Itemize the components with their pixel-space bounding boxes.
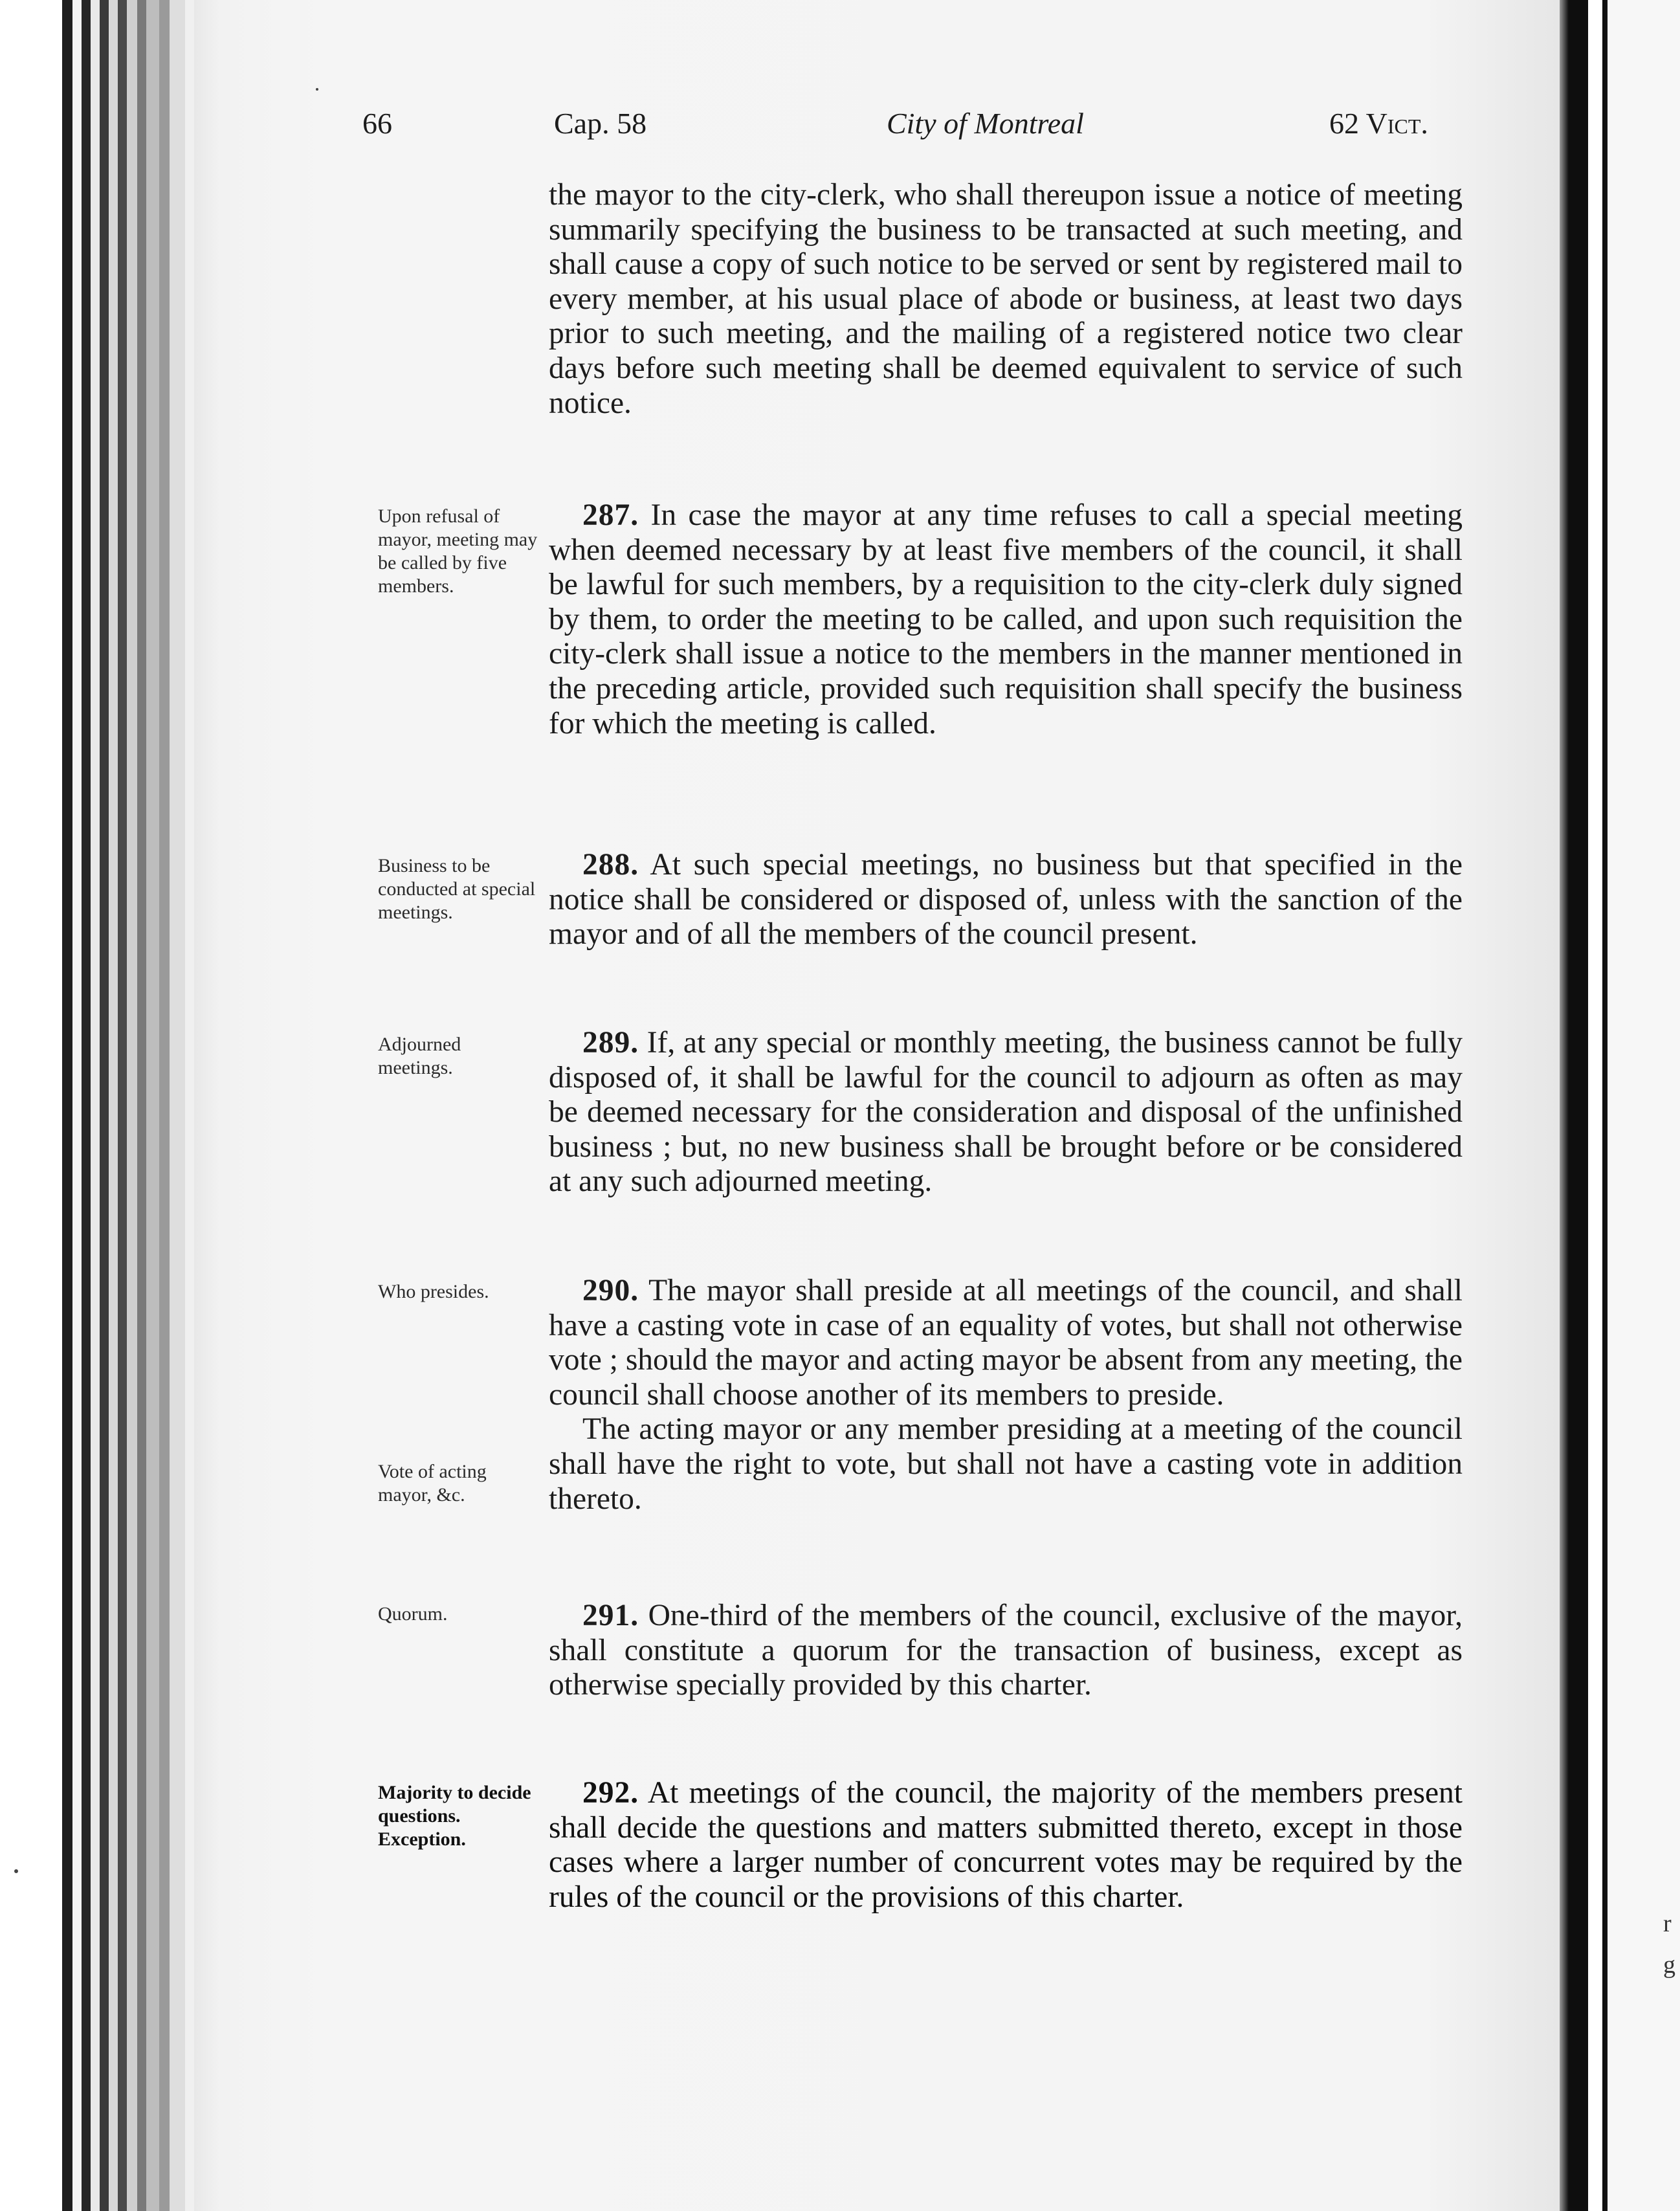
- section-number: 291.: [582, 1599, 639, 1632]
- scan-speck: [316, 88, 318, 91]
- section-289: [549, 1026, 1463, 1199]
- facing-page-fragment: g: [1663, 1951, 1675, 1979]
- regnal-year: 62 Vict.: [1329, 107, 1428, 140]
- margin-note-291: Quorum.: [378, 1603, 448, 1625]
- section-number: 290.: [582, 1274, 639, 1307]
- section-paragraph: [549, 848, 1463, 952]
- facing-page-fragment: r: [1663, 1910, 1672, 1937]
- section-text: At such special meetings, no business but that specified in the notice shall be considered or disposed of, unless with the sanction of the mayor and of all the members of the council present.: [549, 848, 1463, 951]
- margin-note-292: Majority to decide questions. Exception.: [378, 1782, 531, 1850]
- running-header: [362, 106, 1463, 145]
- section-number: 288.: [582, 848, 639, 882]
- facing-page-edge: [1560, 0, 1680, 2211]
- section-paragraph: [549, 1026, 1463, 1199]
- section-number: 292.: [582, 1776, 639, 1810]
- section-288: [549, 848, 1463, 952]
- margin-note-290: Who presides.: [378, 1281, 489, 1302]
- section-text: At meetings of the council, the majority of the members present shall decide the questions and matters submitted thereto, except in those cases where a larger number of concurrent votes may be required by the rules of the council or the provisions of this charter.: [549, 1776, 1463, 1914]
- scan-speck: [14, 1869, 18, 1873]
- running-title: City of Montreal: [887, 107, 1084, 140]
- continuation-paragraph: the mayor to the city-clerk, who shall thereupon issue a notice of meeting summarily specifying the business to be transacted at such meeting, and shall cause a copy of such notice to be served or sent by registered mail to every member, at his usual place of abode or business, at least two days prior to such meeting, and the mailing of a registered notice two clear days before such meeting shall be deemed equivalent to service of such notice.: [549, 178, 1463, 420]
- margin-note-290-vote: Vote of acting mayor, &c.: [378, 1461, 487, 1505]
- continuation-block: [549, 178, 1463, 421]
- section-paragraph: [549, 498, 1463, 741]
- section-paragraph: [549, 1274, 1463, 1412]
- section-text: The mayor shall preside at all meetings of the council, and shall have a casting vote in case of an equality of votes, but shall not otherwise vote ; should the mayor and acting mayor be absent from any meeting, the council shall choose another of its members to preside.: [549, 1274, 1463, 1412]
- page-number: 66: [362, 107, 392, 140]
- section-second-paragraph: The acting mayor or any member presiding at a meeting of the council shall have the right to vote, but shall not have a casting vote in addition thereto.: [549, 1412, 1463, 1516]
- section-text: One-third of the members of the council, exclusive of the mayor, shall constitute a quorum for the transaction of business, except as otherwise specially provided by this charter.: [549, 1599, 1463, 1702]
- section-paragraph: [549, 1776, 1463, 1915]
- section-paragraph: [549, 1599, 1463, 1703]
- section-287: [549, 498, 1463, 741]
- section-number: 287.: [582, 498, 639, 532]
- margin-note-288: Business to be conducted at special meetings.: [378, 855, 536, 923]
- section-291: [549, 1599, 1463, 1703]
- section-292: [549, 1776, 1463, 1915]
- margin-note-287: Upon refusal of mayor, meeting may be called by five members.: [378, 506, 538, 597]
- section-290: [549, 1274, 1463, 1517]
- book-binding-edge: [0, 0, 194, 2211]
- margin-note-289: Adjourned meetings.: [378, 1034, 461, 1078]
- section-number: 289.: [582, 1026, 639, 1060]
- section-text: If, at any special or monthly meeting, the business cannot be fully disposed of, it shall be lawful for the council to adjourn as often as may be deemed necessary for the consideration and disposal of the unfinished business ; but, no new business shall be brought before or be considered at any such adjourned meeting.: [549, 1026, 1463, 1199]
- section-text: In case the mayor at any time refuses to call a special meeting when deemed necessary by at least five members of the council, it shall be lawful for such members, by a requisition to the city-clerk duly signed by them, to order the meeting to be called, and upon such requisition the city-clerk shall issue a notice to the members in the manner mentioned in the preceding article, provided such requisition shall specify the business for which the meeting is called.: [549, 498, 1463, 740]
- chapter-label: Cap. 58: [554, 107, 647, 140]
